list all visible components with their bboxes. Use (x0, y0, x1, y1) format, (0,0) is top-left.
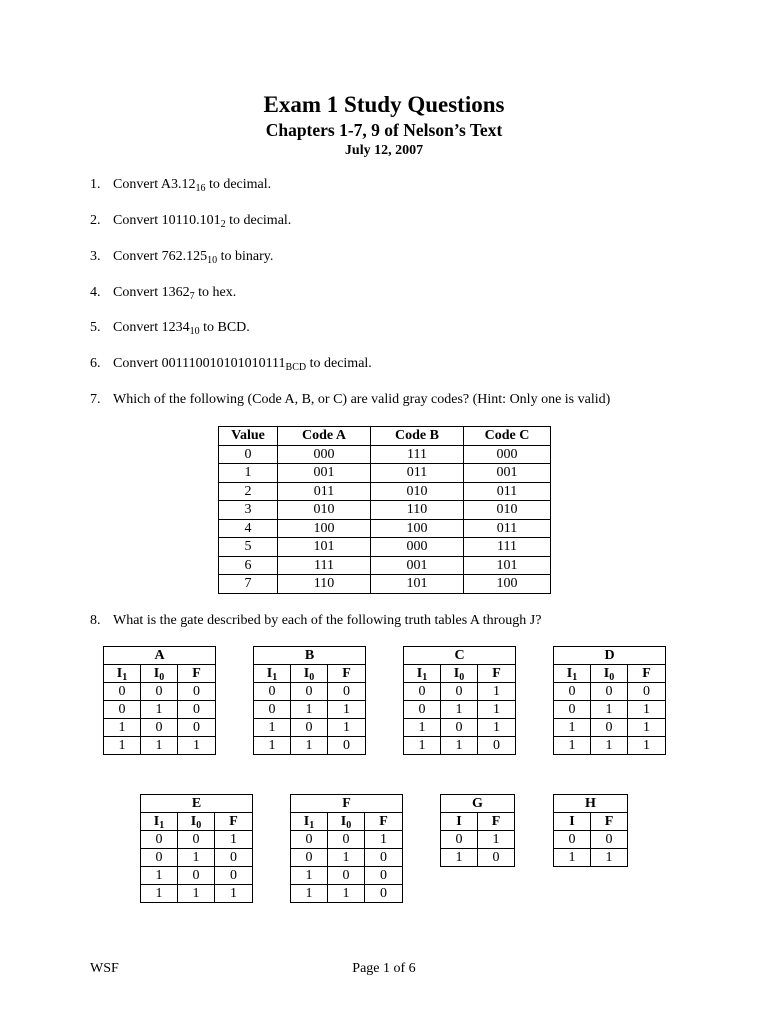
column-header: F (328, 665, 366, 683)
table-cell: 1 (328, 885, 365, 903)
table-row (291, 831, 403, 849)
truth-table-h (553, 794, 628, 867)
column-header: F (215, 813, 253, 831)
question-2 (90, 212, 291, 230)
table-cell: 1 (628, 719, 666, 737)
table-cell: 011 (464, 482, 551, 501)
table-cell: 1 (141, 867, 178, 885)
document-subtitle: Chapters 1-7, 9 of Nelson’s Text (265, 120, 503, 140)
table-header-row (554, 647, 666, 665)
table-cell: 011 (464, 519, 551, 538)
truth-table-f (290, 794, 403, 903)
table-cell: 1 (291, 701, 328, 719)
table-cell: 1 (554, 849, 591, 867)
table-row (554, 719, 666, 737)
table-row (104, 683, 216, 701)
question-number: 7. (90, 392, 101, 407)
table-row (441, 831, 515, 849)
document-date: July 12, 2007 (344, 143, 424, 158)
column-header: $I_0$ (291, 665, 328, 683)
table-row (141, 867, 253, 885)
table-cell: 111 (278, 556, 371, 575)
table-cell: 0 (554, 683, 591, 701)
footer-author: WSF (90, 961, 119, 976)
table-cell: 0 (404, 701, 441, 719)
table-cell: 1 (478, 719, 516, 737)
question-text: What is the gate described by each of the following truth tables A through J? (113, 613, 542, 628)
column-header: I (554, 813, 591, 831)
table-cell: 1 (441, 737, 478, 755)
question-5 (90, 319, 250, 337)
table-cell: 1 (478, 831, 515, 849)
gray-code-table (218, 426, 551, 594)
table-cell: 001 (464, 464, 551, 483)
table-header-row (404, 665, 516, 683)
table-cell: 100 (371, 519, 464, 538)
table-cell: 000 (371, 538, 464, 557)
question-text: Convert 1362 (113, 285, 190, 300)
table-cell: 000 (278, 445, 371, 464)
table-cell: 0 (254, 683, 291, 701)
table-cell: 1 (291, 737, 328, 755)
column-header: $I_1$ (141, 813, 178, 831)
truth-table-label: D (554, 647, 666, 665)
table-cell: 0 (365, 885, 403, 903)
table-row (104, 719, 216, 737)
question-text: Convert 762.125 (113, 249, 208, 264)
table-header-row (554, 795, 628, 813)
question-8 (90, 612, 541, 630)
table-header-row (291, 795, 403, 813)
table-cell: 4 (219, 519, 278, 538)
table-row (104, 737, 216, 755)
table-header-row (254, 665, 366, 683)
table-cell: 001 (371, 556, 464, 575)
table-cell: 0 (441, 831, 478, 849)
table-cell: 0 (441, 719, 478, 737)
column-header: F (365, 813, 403, 831)
table-cell: 0 (328, 737, 366, 755)
table-row (219, 464, 551, 483)
question-1 (90, 176, 271, 194)
table-row (291, 849, 403, 867)
table-cell: 111 (371, 445, 464, 464)
column-header: $I_1$ (554, 665, 591, 683)
question-base: 16 (195, 183, 206, 194)
table-row (219, 482, 551, 501)
table-row (291, 885, 403, 903)
table-row (254, 683, 366, 701)
truth-table-g (440, 794, 515, 867)
table-cell: 3 (219, 501, 278, 520)
table-cell: 1 (219, 464, 278, 483)
table-header-row (554, 665, 666, 683)
table-row (554, 849, 628, 867)
question-number: 1. (90, 177, 101, 192)
table-row (219, 556, 551, 575)
question-base: BCD (285, 362, 307, 373)
table-cell: 0 (328, 867, 365, 885)
truth-table-label: G (441, 795, 515, 813)
column-header: F (628, 665, 666, 683)
table-cell: 1 (104, 737, 141, 755)
question-text: Convert 001110010101010111 (113, 356, 286, 371)
table-cell: 1 (178, 849, 215, 867)
table-header-row (219, 427, 551, 446)
table-cell: 1 (254, 737, 291, 755)
table-cell: 1 (554, 719, 591, 737)
table-cell: 010 (371, 482, 464, 501)
table-cell: 0 (104, 683, 141, 701)
table-cell: 0 (328, 831, 365, 849)
table-cell: 110 (371, 501, 464, 520)
table-cell: 0 (554, 701, 591, 719)
table-cell: 101 (464, 556, 551, 575)
table-cell: 0 (365, 867, 403, 885)
truth-table-c (403, 646, 516, 755)
truth-table-label: B (254, 647, 366, 665)
table-cell: 1 (441, 701, 478, 719)
table-cell: 0 (628, 683, 666, 701)
table-cell: 1 (178, 885, 215, 903)
question-number: 3. (90, 249, 101, 264)
table-cell: 0 (141, 831, 178, 849)
table-cell: 0 (254, 701, 291, 719)
column-header: $I_0$ (591, 665, 628, 683)
table-cell: 2 (219, 482, 278, 501)
table-cell: 011 (371, 464, 464, 483)
table-row (219, 501, 551, 520)
table-cell: 1 (291, 867, 328, 885)
document-title: Exam 1 Study Questions (263, 92, 505, 117)
table-cell: 0 (141, 719, 178, 737)
question-text: Convert 1234 (113, 320, 190, 335)
question-7 (90, 391, 610, 409)
table-cell: 0 (478, 849, 515, 867)
table-cell: 101 (371, 575, 464, 594)
table-cell: 1 (291, 885, 328, 903)
table-cell: 1 (178, 737, 216, 755)
column-header: F (178, 665, 216, 683)
column-header: $I_0$ (441, 665, 478, 683)
table-cell: 0 (291, 849, 328, 867)
table-cell: 0 (291, 719, 328, 737)
table-cell: 010 (278, 501, 371, 520)
table-cell: 0 (178, 831, 215, 849)
footer-page-number: Page 1 of 6 (352, 961, 416, 976)
question-text-end: to hex. (194, 285, 237, 300)
table-cell: 011 (278, 482, 371, 501)
table-cell: 7 (219, 575, 278, 594)
question-number: 6. (90, 356, 101, 371)
truth-table-d (553, 646, 666, 755)
table-header-row (141, 813, 253, 831)
question-text-end: to decimal. (225, 213, 292, 228)
question-base: 10 (207, 255, 218, 266)
question-text: Convert 10110.101 (113, 213, 221, 228)
column-header: Code B (371, 427, 464, 446)
column-header: Value (219, 427, 278, 446)
table-cell: 5 (219, 538, 278, 557)
table-cell: 0 (365, 849, 403, 867)
table-row (219, 519, 551, 538)
question-base: 10 (189, 326, 200, 337)
table-cell: 1 (254, 719, 291, 737)
table-cell: 1 (141, 737, 178, 755)
column-header: $I_1$ (254, 665, 291, 683)
table-row (554, 683, 666, 701)
table-cell: 0 (104, 701, 141, 719)
table-cell: 0 (291, 683, 328, 701)
table-cell: 100 (464, 575, 551, 594)
question-number: 4. (90, 285, 101, 300)
table-cell: 000 (464, 445, 551, 464)
question-6 (90, 355, 372, 373)
truth-table-b (253, 646, 366, 755)
table-cell: 1 (404, 719, 441, 737)
column-header: $I_0$ (141, 665, 178, 683)
truth-table-a (103, 646, 216, 755)
table-cell: 0 (215, 867, 253, 885)
table-cell: 1 (441, 849, 478, 867)
table-row (141, 849, 253, 867)
table-cell: 1 (628, 701, 666, 719)
column-header: $I_0$ (178, 813, 215, 831)
table-header-row (441, 813, 515, 831)
table-cell: 1 (591, 737, 628, 755)
table-cell: 1 (365, 831, 403, 849)
table-cell: 101 (278, 538, 371, 557)
table-row (104, 701, 216, 719)
column-header: $I_0$ (328, 813, 365, 831)
question-base: 2 (220, 219, 226, 230)
table-cell: 0 (478, 737, 516, 755)
question-4 (90, 284, 236, 302)
table-cell: 1 (215, 831, 253, 849)
table-cell: 0 (441, 683, 478, 701)
column-header: F (478, 813, 515, 831)
table-cell: 0 (591, 683, 628, 701)
column-header: I (441, 813, 478, 831)
column-header: $I_1$ (104, 665, 141, 683)
table-cell: 0 (178, 701, 216, 719)
question-text-end: to decimal. (205, 177, 272, 192)
table-cell: 0 (219, 445, 278, 464)
table-row (219, 575, 551, 594)
table-header-row (104, 665, 216, 683)
truth-table-label: A (104, 647, 216, 665)
question-3 (90, 248, 273, 266)
table-row (254, 737, 366, 755)
table-cell: 1 (328, 849, 365, 867)
table-row (404, 701, 516, 719)
table-header-row (141, 795, 253, 813)
question-text-end: to BCD. (199, 320, 250, 335)
question-text: Convert A3.12 (113, 177, 196, 192)
truth-table-label: F (291, 795, 403, 813)
table-row (404, 719, 516, 737)
table-cell: 1 (404, 737, 441, 755)
column-header: Code C (464, 427, 551, 446)
table-cell: 0 (178, 683, 216, 701)
table-header-row (291, 813, 403, 831)
table-cell: 0 (591, 831, 628, 849)
question-number: 2. (90, 213, 101, 228)
table-cell: 100 (278, 519, 371, 538)
table-cell: 0 (404, 683, 441, 701)
table-cell: 1 (328, 719, 366, 737)
question-number: 8. (90, 613, 101, 628)
table-row (291, 867, 403, 885)
truth-table-e (140, 794, 253, 903)
table-cell: 1 (591, 701, 628, 719)
truth-table-label: E (141, 795, 253, 813)
table-row (554, 701, 666, 719)
table-cell: 0 (591, 719, 628, 737)
question-number: 5. (90, 320, 101, 335)
table-row (554, 737, 666, 755)
table-cell: 0 (554, 831, 591, 849)
table-cell: 1 (215, 885, 253, 903)
table-header-row (104, 647, 216, 665)
table-cell: 1 (478, 701, 516, 719)
question-text-end: to binary. (217, 249, 274, 264)
table-cell: 0 (215, 849, 253, 867)
table-cell: 1 (591, 849, 628, 867)
table-row (141, 885, 253, 903)
table-row (254, 701, 366, 719)
table-cell: 0 (291, 831, 328, 849)
question-text: Which of the following (Code A, B, or C) are valid gray codes? (Hint: Only one is valid) (113, 392, 611, 407)
table-row (404, 683, 516, 701)
table-row (141, 831, 253, 849)
table-header-row (404, 647, 516, 665)
column-header: Code A (278, 427, 371, 446)
column-header: $I_1$ (404, 665, 441, 683)
table-cell: 1 (628, 737, 666, 755)
question-base: 7 (189, 291, 195, 302)
table-cell: 010 (464, 501, 551, 520)
table-cell: 110 (278, 575, 371, 594)
table-row (441, 849, 515, 867)
table-header-row (441, 795, 515, 813)
truth-table-label: C (404, 647, 516, 665)
table-cell: 1 (104, 719, 141, 737)
table-row (219, 538, 551, 557)
table-cell: 1 (141, 701, 178, 719)
table-header-row (254, 647, 366, 665)
table-row (254, 719, 366, 737)
table-cell: 6 (219, 556, 278, 575)
column-header: $I_1$ (291, 813, 328, 831)
table-cell: 111 (464, 538, 551, 557)
table-row (554, 831, 628, 849)
table-cell: 0 (141, 849, 178, 867)
table-cell: 1 (554, 737, 591, 755)
table-header-row (554, 813, 628, 831)
table-row (404, 737, 516, 755)
table-cell: 0 (178, 719, 216, 737)
table-cell: 0 (328, 683, 366, 701)
table-cell: 1 (328, 701, 366, 719)
column-header: F (478, 665, 516, 683)
table-cell: 0 (178, 867, 215, 885)
table-cell: 001 (278, 464, 371, 483)
table-cell: 1 (141, 885, 178, 903)
truth-table-label: H (554, 795, 628, 813)
question-text-end: to decimal. (306, 356, 372, 371)
table-row (219, 445, 551, 464)
table-cell: 0 (141, 683, 178, 701)
table-cell: 1 (478, 683, 516, 701)
column-header: F (591, 813, 628, 831)
